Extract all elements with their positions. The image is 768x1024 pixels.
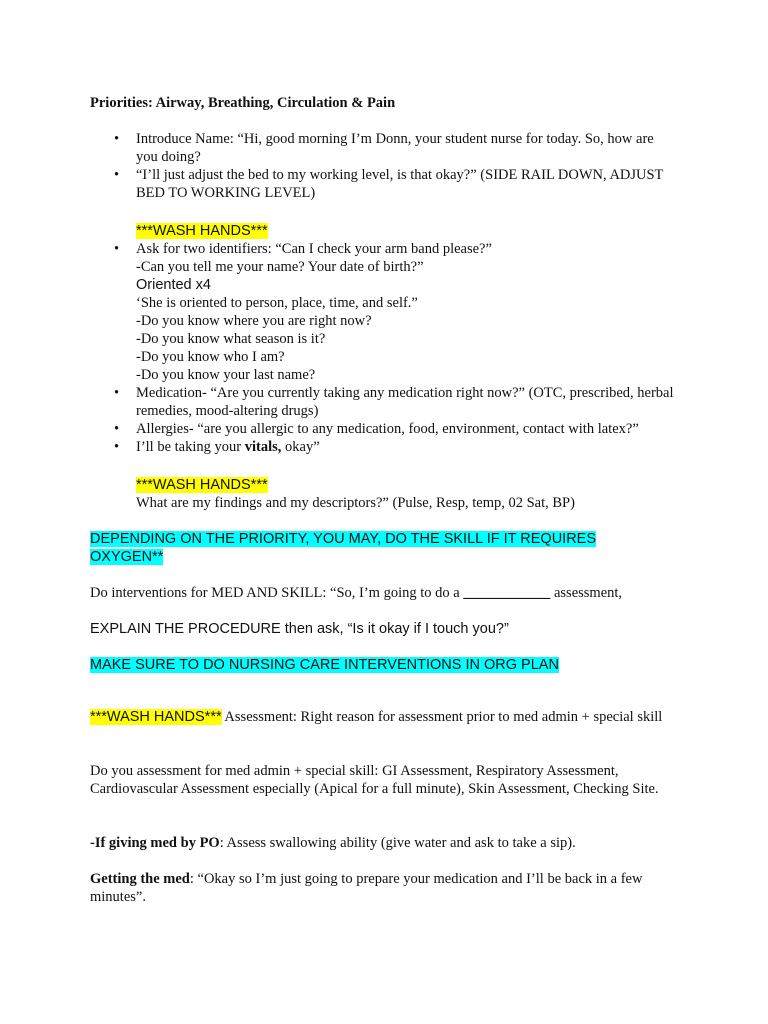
sub-line: -Do you know where you are right now? <box>136 313 372 329</box>
intro-bullet-list <box>0 130 768 202</box>
sub-line: Oriented x4 <box>136 277 211 293</box>
bullet-text: Allergies- “are you allergic to any medication, food, environment, contact with latex?” <box>136 421 639 437</box>
list-item <box>0 384 676 420</box>
sub-line: -Can you tell me your name? Your date of birth?” <box>136 259 424 275</box>
interventions-text: Do interventions for MED AND SKILL: “So, I’m going to do a ____________ assessment, <box>90 585 623 601</box>
sub-line: -Do you know what season is it? <box>136 331 326 347</box>
getting-med-text: Getting the med: “Okay so I’m just going to prepare your medication and I’ll be back in a few minutes”. <box>90 871 643 905</box>
bullet-text: “I’ll just adjust the bed to my working level, is that okay?” (SIDE RAIL DOWN, ADJUST BED TO WORKING LEVEL) <box>136 167 664 201</box>
sub-line: ‘She is oriented to person, place, time, and self.” <box>136 295 418 311</box>
wash-hands-note: ***WASH HANDS*** <box>90 709 222 725</box>
list-item <box>0 166 676 202</box>
sub-line: -Do you know who I am? <box>136 349 285 365</box>
priority-note: DEPENDING ON THE PRIORITY, YOU MAY, DO THE SKILL IF IT REQUIRES OXYGEN** <box>90 531 597 565</box>
assessment-bullet-list <box>0 240 768 456</box>
list-item <box>0 420 676 438</box>
findings-text: What are my findings and my descriptors?” (Pulse, Resp, temp, 02 Sat, BP) <box>136 495 575 511</box>
list-item: • I’ll be taking your vitals, okay” <box>0 438 676 456</box>
bullet-text: Introduce Name: “Hi, good morning I’m Donn, your student nurse for today. So, how are you doing? <box>136 131 654 165</box>
bullet-text: Ask for two identifiers: “Can I check your arm band please?” <box>136 241 492 257</box>
assessment-text: ***WASH HANDS*** Assessment: Right reason for assessment prior to med admin + special skill <box>90 709 663 725</box>
list-item <box>0 240 676 384</box>
nursing-care-note: MAKE SURE TO DO NURSING CARE INTERVENTIONS IN ORG PLAN <box>90 657 559 673</box>
po-instruction: -If giving med by PO: Assess swallowing ability (give water and ask to take a sip). <box>90 835 576 851</box>
bullet-text: Medication- “Are you currently taking any medication right now?” (OTC, prescribed, herbal remedies, mood-altering drugs) <box>136 385 674 419</box>
explain-procedure-text: EXPLAIN THE PROCEDURE then ask, “Is it okay if I touch you?” <box>90 621 509 637</box>
page-heading: Priorities: Airway, Breathing, Circulation & Pain <box>90 95 396 111</box>
sub-line: -Do you know your last name? <box>136 367 316 383</box>
do-assessment-text: Do you assessment for med admin + special skill: GI Assessment, Respiratory Assessment, Cardiovascular Assessment especially (Apical for a full minute), Skin Assessment, Checking Site. <box>90 763 659 797</box>
list-item <box>0 130 676 166</box>
wash-hands-note: ***WASH HANDS*** <box>136 223 268 239</box>
wash-hands-note: ***WASH HANDS*** <box>136 477 268 493</box>
